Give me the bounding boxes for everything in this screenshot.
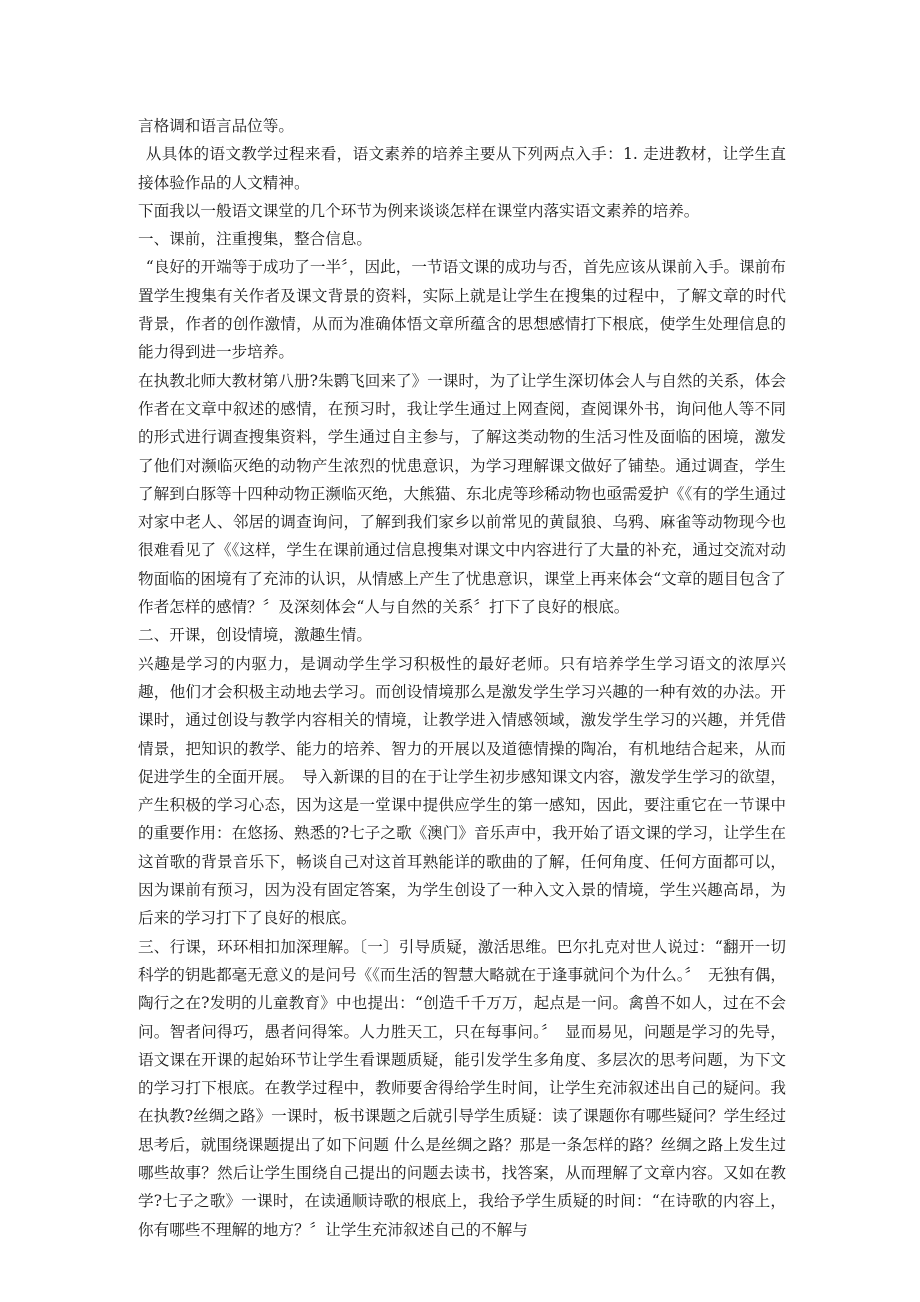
paragraph-section-2: 兴趣是学习的内驱力，是调动学生学习积极性的最好老师。只有培养学生学习语文的浓厚兴趣，他们才会积极主动地去学习。而创设情境那么是激发学生学习兴趣的一种有效的办法。开课时，通过创设与教学内容相关的情境，让教学进入情感领域，激发学生学习的兴趣，并凭借情景，把知识的教学、能力的培养、智力的开展以及道德情操的陶冶，有机地结合起来，从而促进学生的全面开展。 导入新课的目的在于让学生初步感知课文内容，激发学生学习的欲望，产生积极的学习心态，因为这是一堂课中提供应学生的第一感知，因此，要注重它在一节课中的重要作用：在悠扬、熟悉的?七子之歌《澳门》音乐声中，我开始了语文课的学习，让学生在这首歌的背景音乐下，畅谈自己对这首耳熟能详的歌曲的了解，任何角度、任何方面都可以，因为课前有预习，因为没有固定答案，为学生创设了一种入文入景的情境，学生兴趣高昂，为后来的学习打下了良好的根底。 — [138, 654, 786, 928]
paragraph-section-1-a: “良好的开端等于成功了一半〞，因此，一节语文课的成功与否，首先应该从课前入手。课前布置学生搜集有关作者及课文背景的资料，实际上就是让学生在搜集的过程中，了解文章的时代背景，作者的创作激情，从而为准确体悟文章所蕴含的思想感情打下根底，使学生处理信息的能力得到进一步培养。 — [138, 258, 786, 362]
section-heading-2: 二、开课，创设情境，激趣生情。 — [138, 626, 372, 645]
paragraph-overview: 下面我以一般语文课堂的几个环节为例来谈谈怎样在课堂内落实语文素养的培养。 — [138, 201, 700, 220]
paragraph-section-1-b: 在执教北师大教材第八册?朱鹮飞回来了》一课时，为了让学生深切体会人与自然的关系，体会作者在文章中叙述的感情，在预习时，我让学生通过上网查阅，查阅课外书，询问他人等不同的形式进行调查搜集资料，学生通过自主参与，了解这类动物的生活习性及面临的困境，激发了他们对濒临灭绝的动物产生浓烈的忧患意识，为学习理解课文做好了铺垫。通过调查，学生了解到白豚等十四种动物正濒临灭绝，大熊猫、东北虎等珍稀动物也亟需爱护《《有的学生通过对家中老人、邻居的调查询问，了解到我们家乡以前常见的黄鼠狼、乌鸦、麻雀等动物现今也很难看见了《《这样，学生在课前通过信息搜集对课文中内容进行了大量的补充，通过交流对动物面临的困境有了充沛的认识，从情感上产生了忧患意识，课堂上再来体会“文章的题目包含了作者怎样的感情？〞及深刻体会“人与自然的关系〞打下了良好的根底。 — [138, 371, 786, 617]
paragraph-continuation: 言格调和语言品位等。 — [138, 117, 294, 135]
section-heading-1: 一、课前，注重搜集，整合信息。 — [138, 230, 372, 249]
paragraph-intro: 从具体的语文教学过程来看，语文素养的培养主要从下列两点入手：1. 走进教材，让学生直接体验作品的人文精神。 — [138, 145, 786, 192]
paragraph-section-3: 三、行课，环环相扣加深理解。〔一〕引导质疑，激活思维。巴尔扎克对世人说过：“翻开一切科学的钥匙都毫无意义的是问号《《而生活的智慧大略就在于逢事就问个为什么。〞 无独有偶，陶行之在?发明的儿童教育》中也提出：“创造千千万万，起点是一问。禽兽不如人，过在不会问。智者问得巧，愚者问得笨。人力胜天工，只在每事问。〞 显而易见，问题是学习的先导，语文课在开课的起始环节让学生看课题质疑，能引发学生多角度、多层次的思考问题，为下文的学习打下根底。在教学过程中，教师要舍得给学生时间，让学生充沛叙述出自己的疑问。我在执教?丝绸之路》一课时，板书课题之后就引导学生质疑：读了课题你有哪些疑问？学生经过思考后，就围绕课题提出了如下问题 什么是丝绸之路？那是一条怎样的路？丝绸之路上发生过哪些故事？然后让学生围绕自己提出的问题去读书，找答案，从而理解了文章内容。又如在教学?七子之歌》一课时，在读通顺诗歌的根底上，我给予学生质疑的时间：“在诗歌的内容上，你有哪些不理解的地方？〞让学生充沛叙述自己的不解与 — [138, 937, 786, 1239]
document-body — [138, 112, 786, 1244]
